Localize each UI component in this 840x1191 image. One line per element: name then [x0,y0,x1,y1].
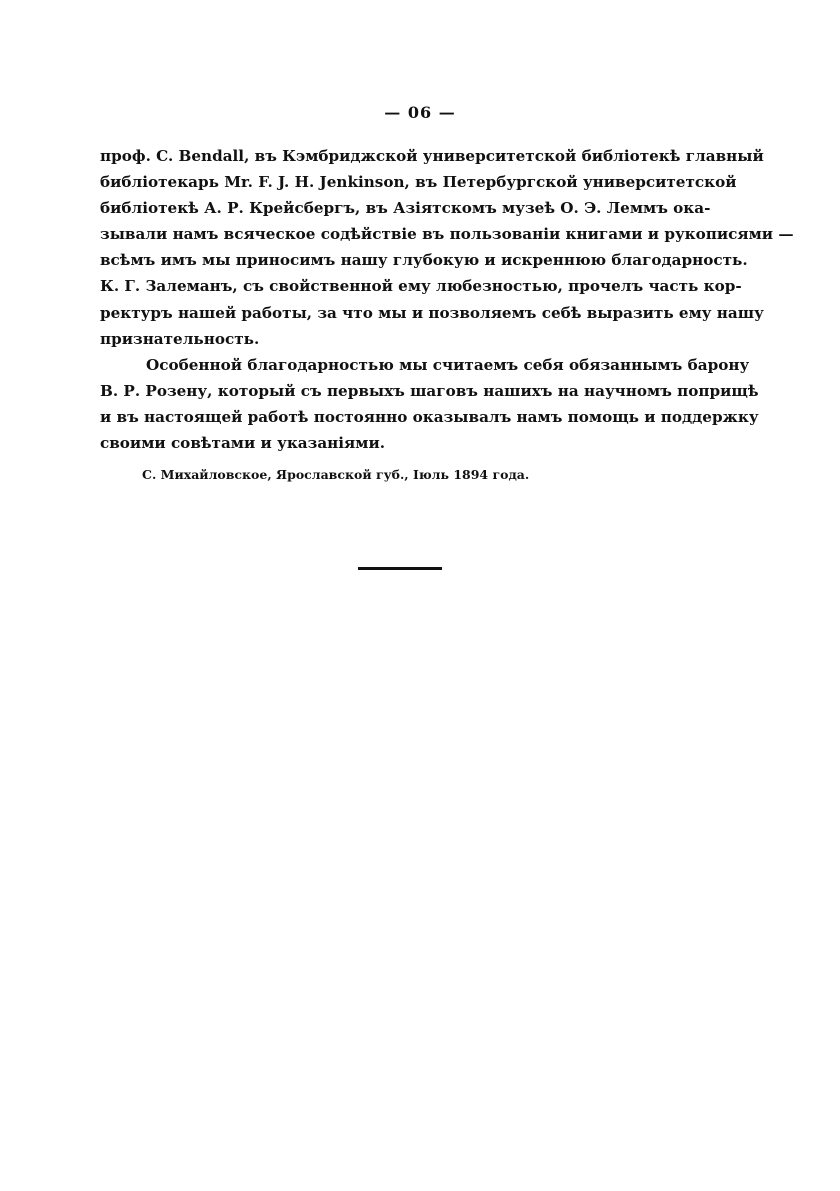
text-line: ректуръ нашей работы, за что мы и позволяемъ себѣ выразить ему нашу [100,303,764,322]
paragraph-gratitude [100,352,759,456]
text-line: Особенной благодарностью мы считаемъ себя обязаннымъ барону [146,355,750,374]
text-line: библіотекѣ А. Р. Крейсбергъ, въ Азіятскомъ музеѣ О. Э. Леммъ ока- [100,199,711,218]
closing-rule [358,567,442,570]
text-line: библіотекарь Mr. F. J. H. Jenkinson, въ Петербургской университетской [100,173,737,192]
text-line: В. Р. Розену, который съ первыхъ шаговъ нашихъ на научномъ поприщѣ [100,381,759,400]
text-line: проф. C. Bendall, въ Кэмбриджской университетской библіотекѣ главный [100,147,764,165]
place-date-signature: С. Михайловское, Ярославской губ., Іюль 1894 года. [142,467,530,482]
text-line: всѣмъ имъ мы приносимъ нашу глубокую и искреннюю благодарность. [100,251,748,270]
paragraph-acknowledgements [100,143,794,352]
text-line: признательность. [100,329,260,348]
text-line: зывали намъ всяческое содѣйствіе въ пользованіи книгами и рукописями — [100,225,794,244]
text-line: К. Г. Залеманъ, съ свойственной ему любезностью, прочелъ часть кор- [100,277,742,296]
text-line: своими совѣтами и указаніями. [100,434,386,453]
body-text [100,143,794,456]
page-number: — 06 — [384,103,456,122]
text-line: и въ настоящей работѣ постоянно оказывалъ намъ помощь и поддержку [100,407,759,426]
